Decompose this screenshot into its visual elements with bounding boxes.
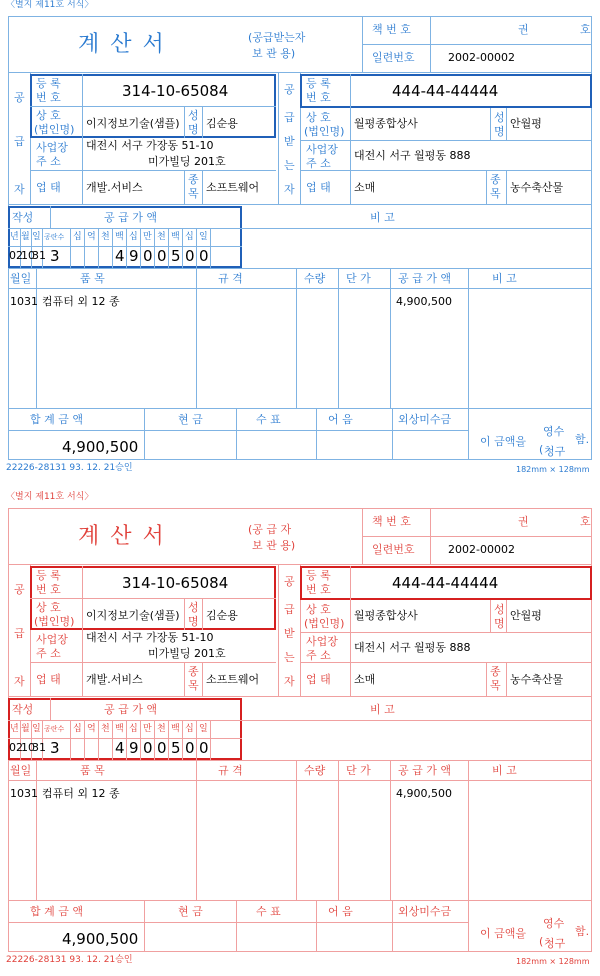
supplier-side-label-3: 자 — [14, 183, 25, 196]
receipt-option: 영수 — [543, 425, 565, 438]
col-qty: 수량 — [304, 272, 326, 285]
supply-digit-5: 9 — [129, 247, 139, 265]
col-spec: 규 격 — [218, 764, 243, 777]
buyer-company-name: 월평종합상사 — [354, 117, 418, 130]
buyer-business-item: 농수축산물 — [510, 673, 564, 686]
invoice-form-buyer-copy: 〈별지 제11호 서식〉 계 산 서 (공급받는자 보 관 용) 책 번 호 권 호 일련번호 2002-00002 공 급 자 등 록 번 호 314-10-65084 상 호 (법인명) 이지정보기술(샘플) 성 명 김순용 사업장 주 소 대전시 서구 가장동 51-10 미가빌딩 201호 업 태 개발.서비스 종 목 소프트웨어 공 급 받 는 자 등 록 번 호 444-44-44444 상 호 (법인명) 월평종합상사 성 명 안월평 사업장 주 소 대전시 서구 월평동 888 업 태 소매 종 목 농수축산물 작성 공 급 가 액 비 고 년 월 일 공란수 십 억 천 백 십 만 천 백 십 일 02 10 31 3 4 9 0 0 5 0 0 월일 품 목 규 격 수량 단 가 공 급 가 액 비 고 1031 컴퓨터 외 12 종 4,900,500 합 계 금 액 현 금 수 표 어 음 외상미수금 4,900,500 이 금액을 영수 ( 청구 함. 22226-28131 93. 12. 21승인 182mm × 128mm — [6, 0, 591, 474]
supply-digit-7: 0 — [157, 739, 167, 757]
supplier-representative: 김순용 — [206, 117, 238, 130]
col-unit-price: 단 가 — [346, 272, 371, 285]
invoice-form-supplier-copy: 〈별지 제11호 서식〉 계 산 서 (공 급 자 보 관 용) 책 번 호 권 호 일련번호 2002-00002 공 급 자 등 록 번 호 314-10-65084 상 호 (법인명) 이지정보기술(샘플) 성 명 김순용 사업장 주 소 대전시 서구 가장동 51-10 미가빌딩 201호 업 태 개발.서비스 종 목 소프트웨어 공 급 받 는 자 등 록 번 호 444-44-44444 상 호 (법인명) 월평종합상사 성 명 안월평 사업장 주 소 대전시 서구 월평동 888 업 태 소매 종 목 농수축산물 작성 공 급 가 액 비 고 년 월 일 공란수 십 억 천 백 십 만 천 백 십 일 02 10 31 3 4 9 0 0 5 0 0 월일 품 목 규 격 수량 단 가 공 급 가 액 비 고 1031 컴퓨터 외 12 종 4,900,500 합 계 금 액 현 금 수 표 어 음 외상미수금 4,900,500 이 금액을 영수 ( 청구 함. 22226-28131 93. 12. 21승인 182mm × 128mm — [6, 492, 591, 966]
form-size-note: 182mm × 128mm — [516, 957, 590, 966]
supply-digit-10: 0 — [199, 739, 209, 757]
supply-digit-10: 0 — [199, 247, 209, 265]
form-title: 계 산 서 — [78, 32, 166, 57]
buyer-business-type: 소매 — [354, 673, 376, 686]
supply-amount-label: 공 급 가 액 — [104, 211, 157, 224]
total-amount-label: 합 계 금 액 — [30, 413, 83, 426]
supplier-business-item: 소프트웨어 — [206, 673, 260, 686]
col-monthday: 월일 — [10, 764, 32, 777]
copy-type-bottom: 보 관 용) — [252, 539, 296, 552]
number-label: 호 — [580, 23, 591, 36]
supply-digit-8: 5 — [171, 247, 181, 265]
supplier-company-name: 이지정보기술(샘플) — [86, 609, 180, 622]
buyer-representative: 안월평 — [510, 609, 542, 622]
supplier-address-line1: 대전시 서구 가장동 51-10 — [86, 631, 214, 644]
supplier-reg-number: 314-10-65084 — [122, 82, 229, 100]
issue-year: 02 — [9, 249, 23, 262]
col-qty: 수량 — [304, 764, 326, 777]
col-supply-amount: 공 급 가 액 — [398, 764, 451, 777]
issue-day: 31 — [32, 249, 46, 262]
credit-label: 외상미수금 — [398, 905, 452, 918]
copy-type-top: (공급받는자 — [248, 31, 306, 44]
issue-month: 10 — [21, 741, 35, 754]
supplier-address-line1: 대전시 서구 가장동 51-10 — [86, 139, 214, 152]
buyer-address: 대전시 서구 월평동 888 — [354, 641, 471, 654]
amount-statement-post: 함. — [575, 925, 590, 938]
supplier-side-label-2: 급 — [14, 135, 25, 148]
supplier-address-line2: 미가빌딩 201호 — [148, 647, 226, 660]
credit-label: 외상미수금 — [398, 413, 452, 426]
promissory-note-label: 어 음 — [328, 413, 353, 426]
item-supply-amount: 4,900,500 — [396, 787, 452, 800]
col-item: 품 목 — [80, 764, 105, 777]
col-item: 품 목 — [80, 272, 105, 285]
claim-option-open: ( — [539, 935, 544, 948]
col-monthday: 월일 — [10, 272, 32, 285]
summary-remark-label: 비 고 — [370, 703, 395, 716]
blank-count: 3 — [50, 739, 60, 757]
buyer-address: 대전시 서구 월평동 888 — [354, 149, 471, 162]
item-name: 컴퓨터 외 12 종 — [42, 787, 120, 800]
amount-statement-pre: 이 금액을 — [480, 435, 527, 448]
supply-digit-7: 0 — [157, 247, 167, 265]
cash-label: 현 금 — [178, 413, 203, 426]
supply-digit-4: 4 — [115, 739, 125, 757]
supplier-business-type: 개발.서비스 — [86, 181, 143, 194]
issue-year: 02 — [9, 741, 23, 754]
supplier-business-type: 개발.서비스 — [86, 673, 143, 686]
serial-number: 2002-00002 — [448, 543, 515, 556]
date-written-label: 작성 — [12, 211, 34, 224]
total-amount: 4,900,500 — [62, 438, 139, 456]
buyer-business-type: 소매 — [354, 181, 376, 194]
supply-digit-6: 0 — [143, 247, 153, 265]
form-number-note: 〈별지 제11호 서식〉 — [6, 492, 94, 502]
buyer-business-item: 농수축산물 — [510, 181, 564, 194]
supply-digit-6: 0 — [143, 739, 153, 757]
supply-digit-8: 5 — [171, 739, 181, 757]
claim-option: 청구 — [544, 937, 566, 950]
claim-option: 청구 — [544, 445, 566, 458]
supplier-business-item: 소프트웨어 — [206, 181, 260, 194]
blank-count: 3 — [50, 247, 60, 265]
supply-digit-9: 0 — [185, 247, 195, 265]
form-approval-note: 22226-28131 93. 12. 21승인 — [6, 955, 133, 965]
check-label: 수 표 — [256, 413, 281, 426]
check-label: 수 표 — [256, 905, 281, 918]
col-remark: 비 고 — [492, 272, 517, 285]
supply-digit-9: 0 — [185, 739, 195, 757]
supplier-representative: 김순용 — [206, 609, 238, 622]
book-number-label: 책 번 호 — [372, 515, 411, 528]
supply-amount-label: 공 급 가 액 — [104, 703, 157, 716]
buyer-representative: 안월평 — [510, 117, 542, 130]
volume-label: 권 — [518, 23, 529, 36]
item-date: 1031 — [10, 787, 38, 800]
col-unit-price: 단 가 — [346, 764, 371, 777]
supply-digit-5: 9 — [129, 739, 139, 757]
cash-label: 현 금 — [178, 905, 203, 918]
col-supply-amount: 공 급 가 액 — [398, 272, 451, 285]
form-approval-note: 22226-28131 93. 12. 21승인 — [6, 463, 133, 473]
item-name: 컴퓨터 외 12 종 — [42, 295, 120, 308]
item-date: 1031 — [10, 295, 38, 308]
supplier-reg-number: 314-10-65084 — [122, 574, 229, 592]
issue-day: 31 — [32, 741, 46, 754]
promissory-note-label: 어 음 — [328, 905, 353, 918]
supply-digit-4: 4 — [115, 247, 125, 265]
supplier-company-name: 이지정보기술(샘플) — [86, 117, 180, 130]
buyer-company-name: 월평종합상사 — [354, 609, 418, 622]
number-label: 호 — [580, 515, 591, 528]
copy-type-top: (공 급 자 — [248, 523, 292, 536]
book-number-label: 책 번 호 — [372, 23, 411, 36]
buyer-reg-number: 444-44-44444 — [392, 574, 499, 592]
volume-label: 권 — [518, 515, 529, 528]
serial-label: 일련번호 — [372, 543, 415, 556]
form-number-note: 〈별지 제11호 서식〉 — [6, 0, 94, 10]
col-remark: 비 고 — [492, 764, 517, 777]
amount-statement-post: 함. — [575, 433, 590, 446]
buyer-reg-number: 444-44-44444 — [392, 82, 499, 100]
date-written-label: 작성 — [12, 703, 34, 716]
serial-number: 2002-00002 — [448, 51, 515, 64]
supplier-side-label-1: 공 — [14, 91, 25, 104]
amount-statement-pre: 이 금액을 — [480, 927, 527, 940]
receipt-option: 영수 — [543, 917, 565, 930]
supplier-address-line2: 미가빌딩 201호 — [148, 155, 226, 168]
item-supply-amount: 4,900,500 — [396, 295, 452, 308]
copy-type-bottom: 보 관 용) — [252, 47, 296, 60]
col-spec: 규 격 — [218, 272, 243, 285]
total-amount: 4,900,500 — [62, 930, 139, 948]
summary-remark-label: 비 고 — [370, 211, 395, 224]
claim-option-open: ( — [539, 443, 544, 456]
total-amount-label: 합 계 금 액 — [30, 905, 83, 918]
form-title: 계 산 서 — [78, 524, 166, 549]
issue-month: 10 — [21, 249, 35, 262]
serial-label: 일련번호 — [372, 51, 415, 64]
form-size-note: 182mm × 128mm — [516, 465, 590, 474]
